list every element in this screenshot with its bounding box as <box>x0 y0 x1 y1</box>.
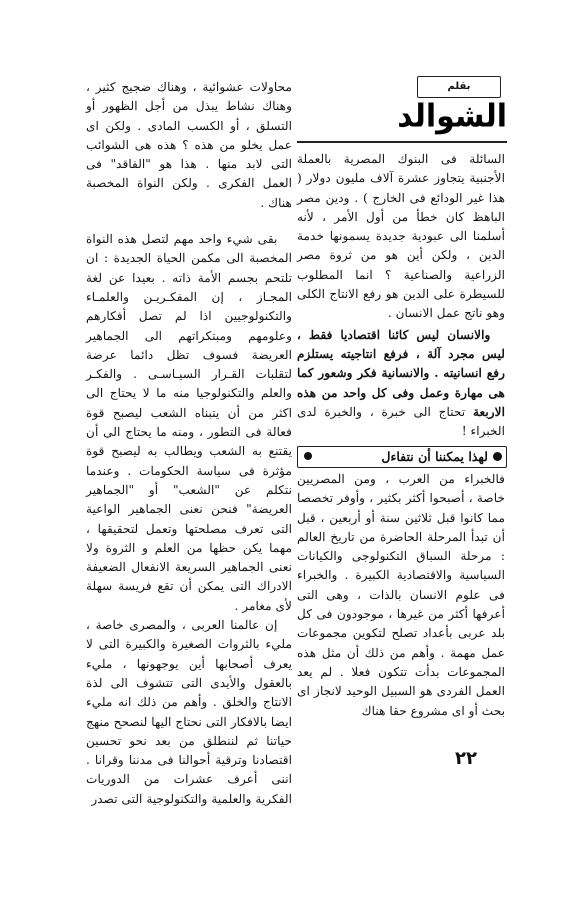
right-column-top <box>297 150 505 441</box>
section-heading-box <box>297 446 507 468</box>
right-paragraph-2-bold: والانسان ليس كائنا اقتصاديا فقط ، ليس مجرد آلة ، فرفع انتاجيته يستلزم رفع انسانيته . والانسانية فكر وشعور كما هى مهارة وعمل وفى كل واحد من هذه الاربعة <box>297 327 505 419</box>
bullet-dot-icon <box>493 452 502 461</box>
masthead-title: الشوالد <box>397 98 507 135</box>
right-paragraph-1: السائلة فى البنوك المصرية بالعملة الأجنبية يتجاوز عشرة آلاف مليون دولار ( هذا غير الودائع فى الخارج ) . ودين مصر الباهظ كان خطأ من أول الأمر ، لأنه أسلمنا الى عبودية جديدة يسمونها خدمة الدين ، ولكن أين هو من ثروة مصر الزراعية والصناعية ؟ انما المطلوب للسيطرة على الدين هو رفع الانتاج الكلى وهو ناتج عمل الانسان . <box>297 152 505 321</box>
left-paragraph-2: بقى شيء واحد مهم لتصل هذه النواة المخصبة الى مكمن الحياة الجديدة : ان تلتحم بجسم الأمة ذاته . بعيدا عن لغة المجـاز ، إن المفكـريـن والعلمـاء والتكنولوجيين اذا لم تصل أفكارهم وعلومهم ومبتكراتهم الى الجماهير العريضة فسوف تظل دائما عرضة لتقلبات القـرار السيـاسـى . والفكـر والعلم والتكنولوجيا منه ما لا يحتاج الى اكثر من أن يتبناه الشعب ليصبح قوة فعالة فى التطور ، ومنه ما يحتاج الى أن يقتنع به الشعب ويطالب به ليصبح قوة مؤثرة فى سياسة الحكومات . وعندما نتكلم عن "الشعب" أو "الجماهير العريضة" فنحن نعنى الجماهير الواعية التى تعرف مصلحتها وتعمل لتحقيقها ، مهما يكن حظها من العلم و الثروة ولا نعنى الجماهير السريعة الانفعال الضعيفة الادراك التى يمكن أن تقع فريسة سهلة لأى مغامر . <box>86 232 292 613</box>
right-paragraph-3: فالخبراء من العرب ، ومن المصريين خاصة ، أصبحوا أكثر بكثير ، وأوفر تخصصا مما كانوا قبل ثلاثين سنة أو أربعين ، قبل أن تبدأ المرحلة الحاضرة من تاريخ العالم : مرحلة السباق التكنولوجى والكيانات السياسية والاقتصادية الكبيرة . والخبراء فى علوم الانسان بالذات ، وهى التى أعرفها أكثر من غيرها ، موجودون فى كل بلد عربى بأعداد تصلح لتكوين مجموعات عمل مهمة . وأهم من ذلك أن مثل هذه المجموعات بدأت تتكون فعلا . لم يعد العمل الفردى هو السبيل الوحيد لانجاز اى بحث أو اى مشروع حقا هناك <box>297 472 505 718</box>
right-paragraph-2-tail: تحتاج الى خبرة ، والخبرة لدى الخبراء ! <box>297 404 505 439</box>
left-paragraph-1: محاولات عشوائية ، وهناك ضجيج كثير ، وهناك نشاط يبذل من أجل الظهور أو التسلق ، أو الكسب المادى . ولكن اى عمل يخلو من هذه ؟ هذه هى الشوائب التى لابد منها . هذا هو "الفاقد" فى العمل الفكرى . ولكن النواة المخصبة هناك . <box>86 80 292 210</box>
left-column <box>86 78 292 809</box>
page-number: ٢٢ <box>455 748 477 769</box>
left-paragraph-3: إن عالمنا العربى ، والمصرى خاصة ، مليء بالثروات الصغيرة والكبيرة التى لا يعرف أصحابها أين يوجهونها ، مليء بالعقول والأيدى التى تتشوف الى لذة الانتاج والخلق . وأهم من ذلك انه مليء ايضا بالافكار التى نحتاج اليها لنصحح منهج حياتنا ثم لننطلق من بعد نحو تحسين اقتصادنا وترقية أحوالنا فى مدننا وقرانا . اننى أعرف عشرات من الدوريات الفكرية والعلمية والتكنولوجية التى تصدر <box>86 618 292 806</box>
right-column-bottom <box>297 470 505 721</box>
column-masthead <box>297 76 507 136</box>
section-heading: لهذا يمكننا أن نتفاءل <box>381 449 488 464</box>
masthead-rule <box>297 141 507 143</box>
masthead-label: بقلم <box>417 76 501 98</box>
bullet-dot-icon-left <box>304 452 312 460</box>
